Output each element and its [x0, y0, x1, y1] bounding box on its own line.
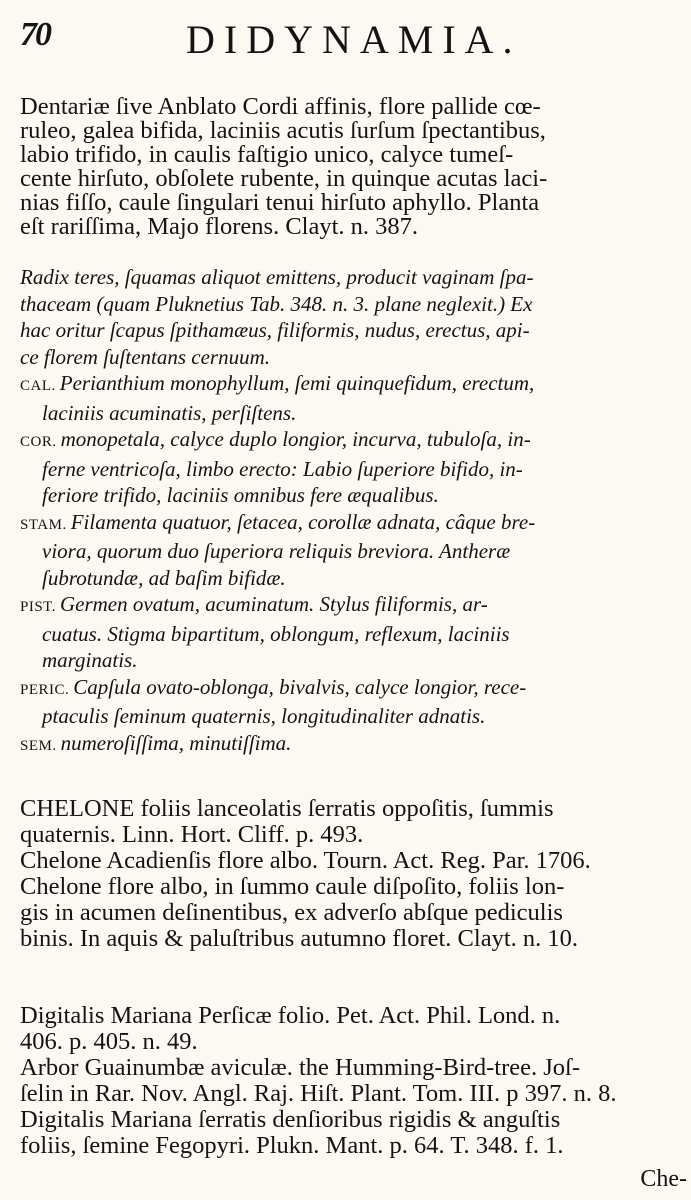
seed-text: numeroſiſſima, minutiſſima.: [60, 730, 292, 755]
pericarp-label: PERIC.: [20, 681, 70, 698]
page-number: 70: [20, 16, 50, 53]
stamen-line: [20, 509, 680, 539]
text-line: CHELONE foliis lanceolatis ſerratis oppoſitis, ſummis: [20, 796, 554, 822]
pistil-text: Germen ovatum, acuminatum. Stylus filiformis, ar-: [59, 592, 488, 616]
radix-line: hac oritur ſcapus ſpithamæus, filiformis, nudus, erectus, api-: [20, 318, 530, 342]
corolla-line: ferne ventricoſa, limbo erecto: Labio ſuperiore bifido, in-: [42, 456, 523, 481]
radix-line: ce florem ſuſtentans cernuum.: [20, 344, 271, 369]
stamen-line: viora, quorum duo ſuperiora reliquis breviora. Antheræ: [42, 539, 511, 563]
corolla-label: COR.: [20, 434, 57, 450]
text-line: 406. p. 405. n. 49.: [20, 1029, 198, 1055]
text-line: Dentariæ ſive Anblato Cordi affinis, flore pallide cœ-: [20, 95, 541, 119]
calyx-text: Perianthium monophyllum, ſemi quinquefidum, erectum,: [59, 371, 535, 395]
page-header: [0, 12, 691, 60]
catchword: Che-: [640, 1166, 687, 1192]
text-line: binis. In aquis & paluſtribus autumno floret. Clayt. n. 10.: [20, 926, 578, 952]
text-line: eſt rariſſima, Majo florens. Clayt. n. 387.: [20, 215, 419, 239]
text-line: quaternis. Linn. Hort. Cliff. p. 493.: [20, 822, 364, 848]
stamen-text: Filamenta quatuor, ſetacea, corollæ adnata, câque bre-: [70, 509, 536, 534]
corolla-line: feriore trifido, laciniis omnibus fere æqualibus.: [42, 483, 439, 507]
text-line: Digitalis Mariana ſerratis denſioribus rigidis & anguſtis: [20, 1107, 561, 1133]
text-line: Chelone flore albo, in ſummo caule diſpoſito, foliis lon-: [20, 874, 565, 900]
text-line: nias fiſſo, caule ſingulari tenui hirſuto aphyllo. Planta: [20, 191, 540, 215]
seed-line: [20, 730, 680, 760]
calyx-line: [20, 370, 680, 400]
pericarp-text: Capſula ovato-oblonga, bivalvis, calyce longior, rece-: [73, 674, 527, 699]
text-line: gis in acumen deſinentibus, ex adverſo abſque pediculis: [20, 900, 563, 926]
corolla-text: monopetala, calyce duplo longior, incurva, tubuloſa, in-: [60, 427, 531, 451]
text-line: ruleo, galea bifida, laciniis acutis ſurſum ſpectantibus,: [20, 119, 546, 143]
pistil-label: PIST.: [20, 599, 56, 615]
stamen-line: ſubrotundæ, ad baſim bifidæ.: [42, 565, 286, 590]
seed-label: SEM.: [20, 737, 57, 754]
pistil-line: marginatis.: [42, 648, 138, 672]
text-line: Arbor Guainumbæ aviculæ. the Humming-Bird-tree. Joſ-: [20, 1055, 580, 1081]
text-line: cente hirſuto, obſolete rubente, in quinque acutas laci-: [20, 167, 548, 191]
text-line: foliis, ſemine Fegopyri. Plukn. Mant. p. 64. T. 348. f. 1.: [20, 1133, 564, 1159]
running-title: DIDYNAMIA.: [186, 17, 522, 62]
text-line: labio trifido, in caulis faſtigio unico, calyce tumeſ-: [20, 143, 514, 167]
radix-line: thaceam (quam Pluknetius Tab. 348. n. 3. plane neglexit.) Ex: [20, 291, 533, 316]
botanical-description: [20, 264, 680, 759]
text-line: ſelin in Rar. Nov. Angl. Raj. Hiſt. Plant. Tom. III. p 397. n. 8.: [20, 1081, 617, 1107]
pistil-line: [20, 591, 680, 621]
calyx-line: laciniis acuminatis, perſiſtens.: [42, 400, 297, 425]
dentaria-paragraph: [20, 95, 680, 239]
calyx-label: CAL.: [20, 378, 56, 394]
pericarp-line: [20, 674, 680, 704]
text-line: Digitalis Mariana Perſicæ folio. Pet. Act. Phil. Lond. n.: [20, 1003, 561, 1029]
stamen-label: STAM.: [20, 516, 67, 533]
chelone-entry: [20, 796, 680, 952]
radix-line: Radix teres, ſquamas aliquot emittens, producit vaginam ſpa-: [20, 265, 534, 289]
digitalis-entry: [20, 1003, 680, 1159]
pistil-line: cuatus. Stigma bipartitum, oblongum, reflexum, laciniis: [42, 621, 510, 646]
pericarp-line: ptaculis ſeminum quaternis, longitudinaliter adnatis.: [42, 704, 486, 728]
text-line: Chelone Acadienſis flore albo. Tourn. Act. Reg. Par. 1706.: [20, 848, 591, 874]
corolla-line: [20, 426, 680, 456]
